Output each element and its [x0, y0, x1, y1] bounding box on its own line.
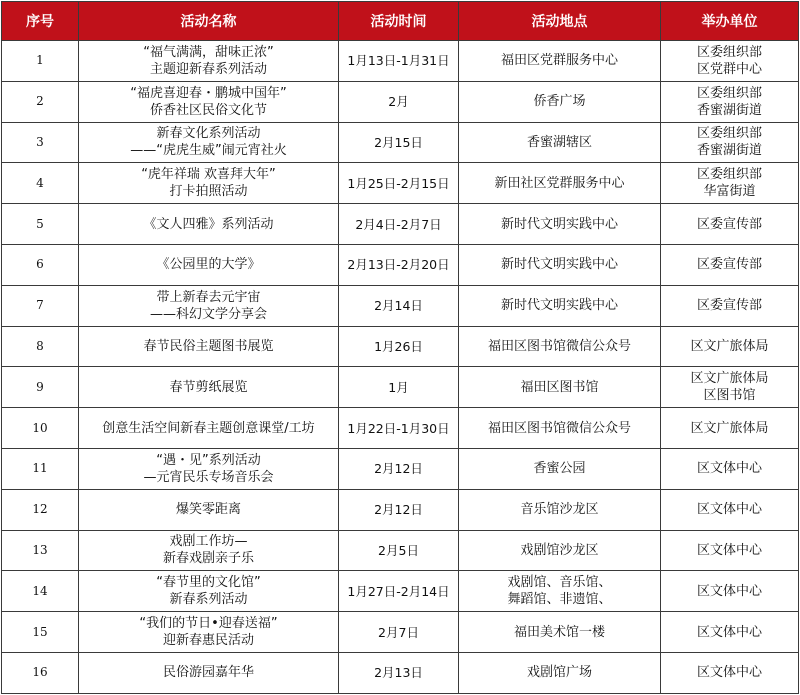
cell-org: 区文体中心: [661, 612, 799, 653]
table-body: [2, 41, 799, 694]
cell-place: 新时代文明实践中心: [459, 285, 661, 326]
cell-place: 香蜜公园: [459, 448, 661, 489]
table-row: [2, 612, 799, 653]
cell-place: 福田区图书馆: [459, 367, 661, 408]
cell-org: 区委组织部 香蜜湖街道: [661, 81, 799, 122]
cell-name: “虎年祥瑞 欢喜拜大年” 打卡拍照活动: [79, 163, 339, 204]
cell-org: 区文体中心: [661, 530, 799, 571]
cell-no: 9: [2, 367, 79, 408]
table-row: [2, 530, 799, 571]
cell-place: 新时代文明实践中心: [459, 204, 661, 245]
cell-no: 16: [2, 652, 79, 693]
cell-name: 《文人四雅》系列活动: [79, 204, 339, 245]
table-row: [2, 367, 799, 408]
cell-name: “福气满满，甜味正浓” 主题迎新春系列活动: [79, 41, 339, 82]
cell-place: 戏剧馆、音乐馆、 舞蹈馆、非遗馆、: [459, 571, 661, 612]
table-row: [2, 122, 799, 163]
header-time: 活动时间: [339, 2, 459, 41]
cell-time: 2月13日: [339, 652, 459, 693]
cell-time: 1月22日-1月30日: [339, 408, 459, 449]
cell-name: 《公园里的大学》: [79, 244, 339, 285]
header-place: 活动地点: [459, 2, 661, 41]
header-row: [2, 2, 799, 41]
table-row: [2, 408, 799, 449]
cell-place: 戏剧馆广场: [459, 652, 661, 693]
cell-time: 1月13日-1月31日: [339, 41, 459, 82]
cell-no: 8: [2, 326, 79, 367]
cell-org: 区委宣传部: [661, 285, 799, 326]
cell-place: 香蜜湖辖区: [459, 122, 661, 163]
cell-name: “我们的节日•迎春送福” 迎新春惠民活动: [79, 612, 339, 653]
cell-time: 1月: [339, 367, 459, 408]
cell-org: 区文广旅体局: [661, 326, 799, 367]
cell-no: 7: [2, 285, 79, 326]
table-row: [2, 652, 799, 693]
table-row: [2, 244, 799, 285]
cell-place: 福田区图书馆微信公众号: [459, 408, 661, 449]
cell-place: 福田美术馆一楼: [459, 612, 661, 653]
cell-org: 区文体中心: [661, 448, 799, 489]
cell-time: 2月13日-2月20日: [339, 244, 459, 285]
cell-no: 11: [2, 448, 79, 489]
cell-name: 春节剪纸展览: [79, 367, 339, 408]
cell-no: 5: [2, 204, 79, 245]
table-row: [2, 285, 799, 326]
table-row: [2, 163, 799, 204]
cell-time: 1月26日: [339, 326, 459, 367]
cell-no: 12: [2, 489, 79, 530]
cell-org: 区委组织部 香蜜湖街道: [661, 122, 799, 163]
cell-name: “春节里的文化馆” 新春系列活动: [79, 571, 339, 612]
cell-name: 创意生活空间新春主题创意课堂/工坊: [79, 408, 339, 449]
cell-place: 侨香广场: [459, 81, 661, 122]
cell-name: 戏剧工作坊— 新春戏剧亲子乐: [79, 530, 339, 571]
header-name: 活动名称: [79, 2, 339, 41]
cell-org: 区委组织部 华富街道: [661, 163, 799, 204]
table-row: [2, 571, 799, 612]
cell-name: 春节民俗主题图书展览: [79, 326, 339, 367]
cell-name: “福虎喜迎春・鹏城中国年” 侨香社区民俗文化节: [79, 81, 339, 122]
table-row: [2, 448, 799, 489]
cell-no: 4: [2, 163, 79, 204]
cell-no: 15: [2, 612, 79, 653]
cell-no: 10: [2, 408, 79, 449]
header-no: 序号: [2, 2, 79, 41]
cell-time: 2月12日: [339, 489, 459, 530]
cell-no: 1: [2, 41, 79, 82]
cell-name: 爆笑零距离: [79, 489, 339, 530]
cell-place: 新时代文明实践中心: [459, 244, 661, 285]
cell-name: 新春文化系列活动 ——“虎虎生威”闹元宵社火: [79, 122, 339, 163]
cell-org: 区文广旅体局: [661, 408, 799, 449]
cell-place: 福田区党群服务中心: [459, 41, 661, 82]
cell-no: 13: [2, 530, 79, 571]
table-row: [2, 41, 799, 82]
cell-name: 民俗游园嘉年华: [79, 652, 339, 693]
cell-time: 2月12日: [339, 448, 459, 489]
cell-org: 区委宣传部: [661, 204, 799, 245]
cell-time: 2月5日: [339, 530, 459, 571]
cell-no: 14: [2, 571, 79, 612]
cell-place: 音乐馆沙龙区: [459, 489, 661, 530]
cell-org: 区文广旅体局 区图书馆: [661, 367, 799, 408]
cell-time: 1月25日-2月15日: [339, 163, 459, 204]
cell-place: 福田区图书馆微信公众号: [459, 326, 661, 367]
table-row: [2, 326, 799, 367]
table-row: [2, 489, 799, 530]
table-row: [2, 204, 799, 245]
cell-no: 6: [2, 244, 79, 285]
cell-org: 区委宣传部: [661, 244, 799, 285]
cell-place: 戏剧馆沙龙区: [459, 530, 661, 571]
cell-time: 2月7日: [339, 612, 459, 653]
cell-no: 2: [2, 81, 79, 122]
cell-org: 区委组织部 区党群中心: [661, 41, 799, 82]
cell-org: 区文体中心: [661, 489, 799, 530]
cell-org: 区文体中心: [661, 652, 799, 693]
cell-name: 带上新春去元宇宙 ——科幻文学分享会: [79, 285, 339, 326]
cell-time: 2月: [339, 81, 459, 122]
header-org: 举办单位: [661, 2, 799, 41]
cell-name: “遇・见”系列活动 —元宵民乐专场音乐会: [79, 448, 339, 489]
cell-time: 2月14日: [339, 285, 459, 326]
cell-org: 区文体中心: [661, 571, 799, 612]
cell-time: 2月15日: [339, 122, 459, 163]
cell-time: 1月27日-2月14日: [339, 571, 459, 612]
cell-no: 3: [2, 122, 79, 163]
cell-time: 2月4日-2月7日: [339, 204, 459, 245]
events-table: [1, 1, 799, 694]
cell-place: 新田社区党群服务中心: [459, 163, 661, 204]
table-row: [2, 81, 799, 122]
